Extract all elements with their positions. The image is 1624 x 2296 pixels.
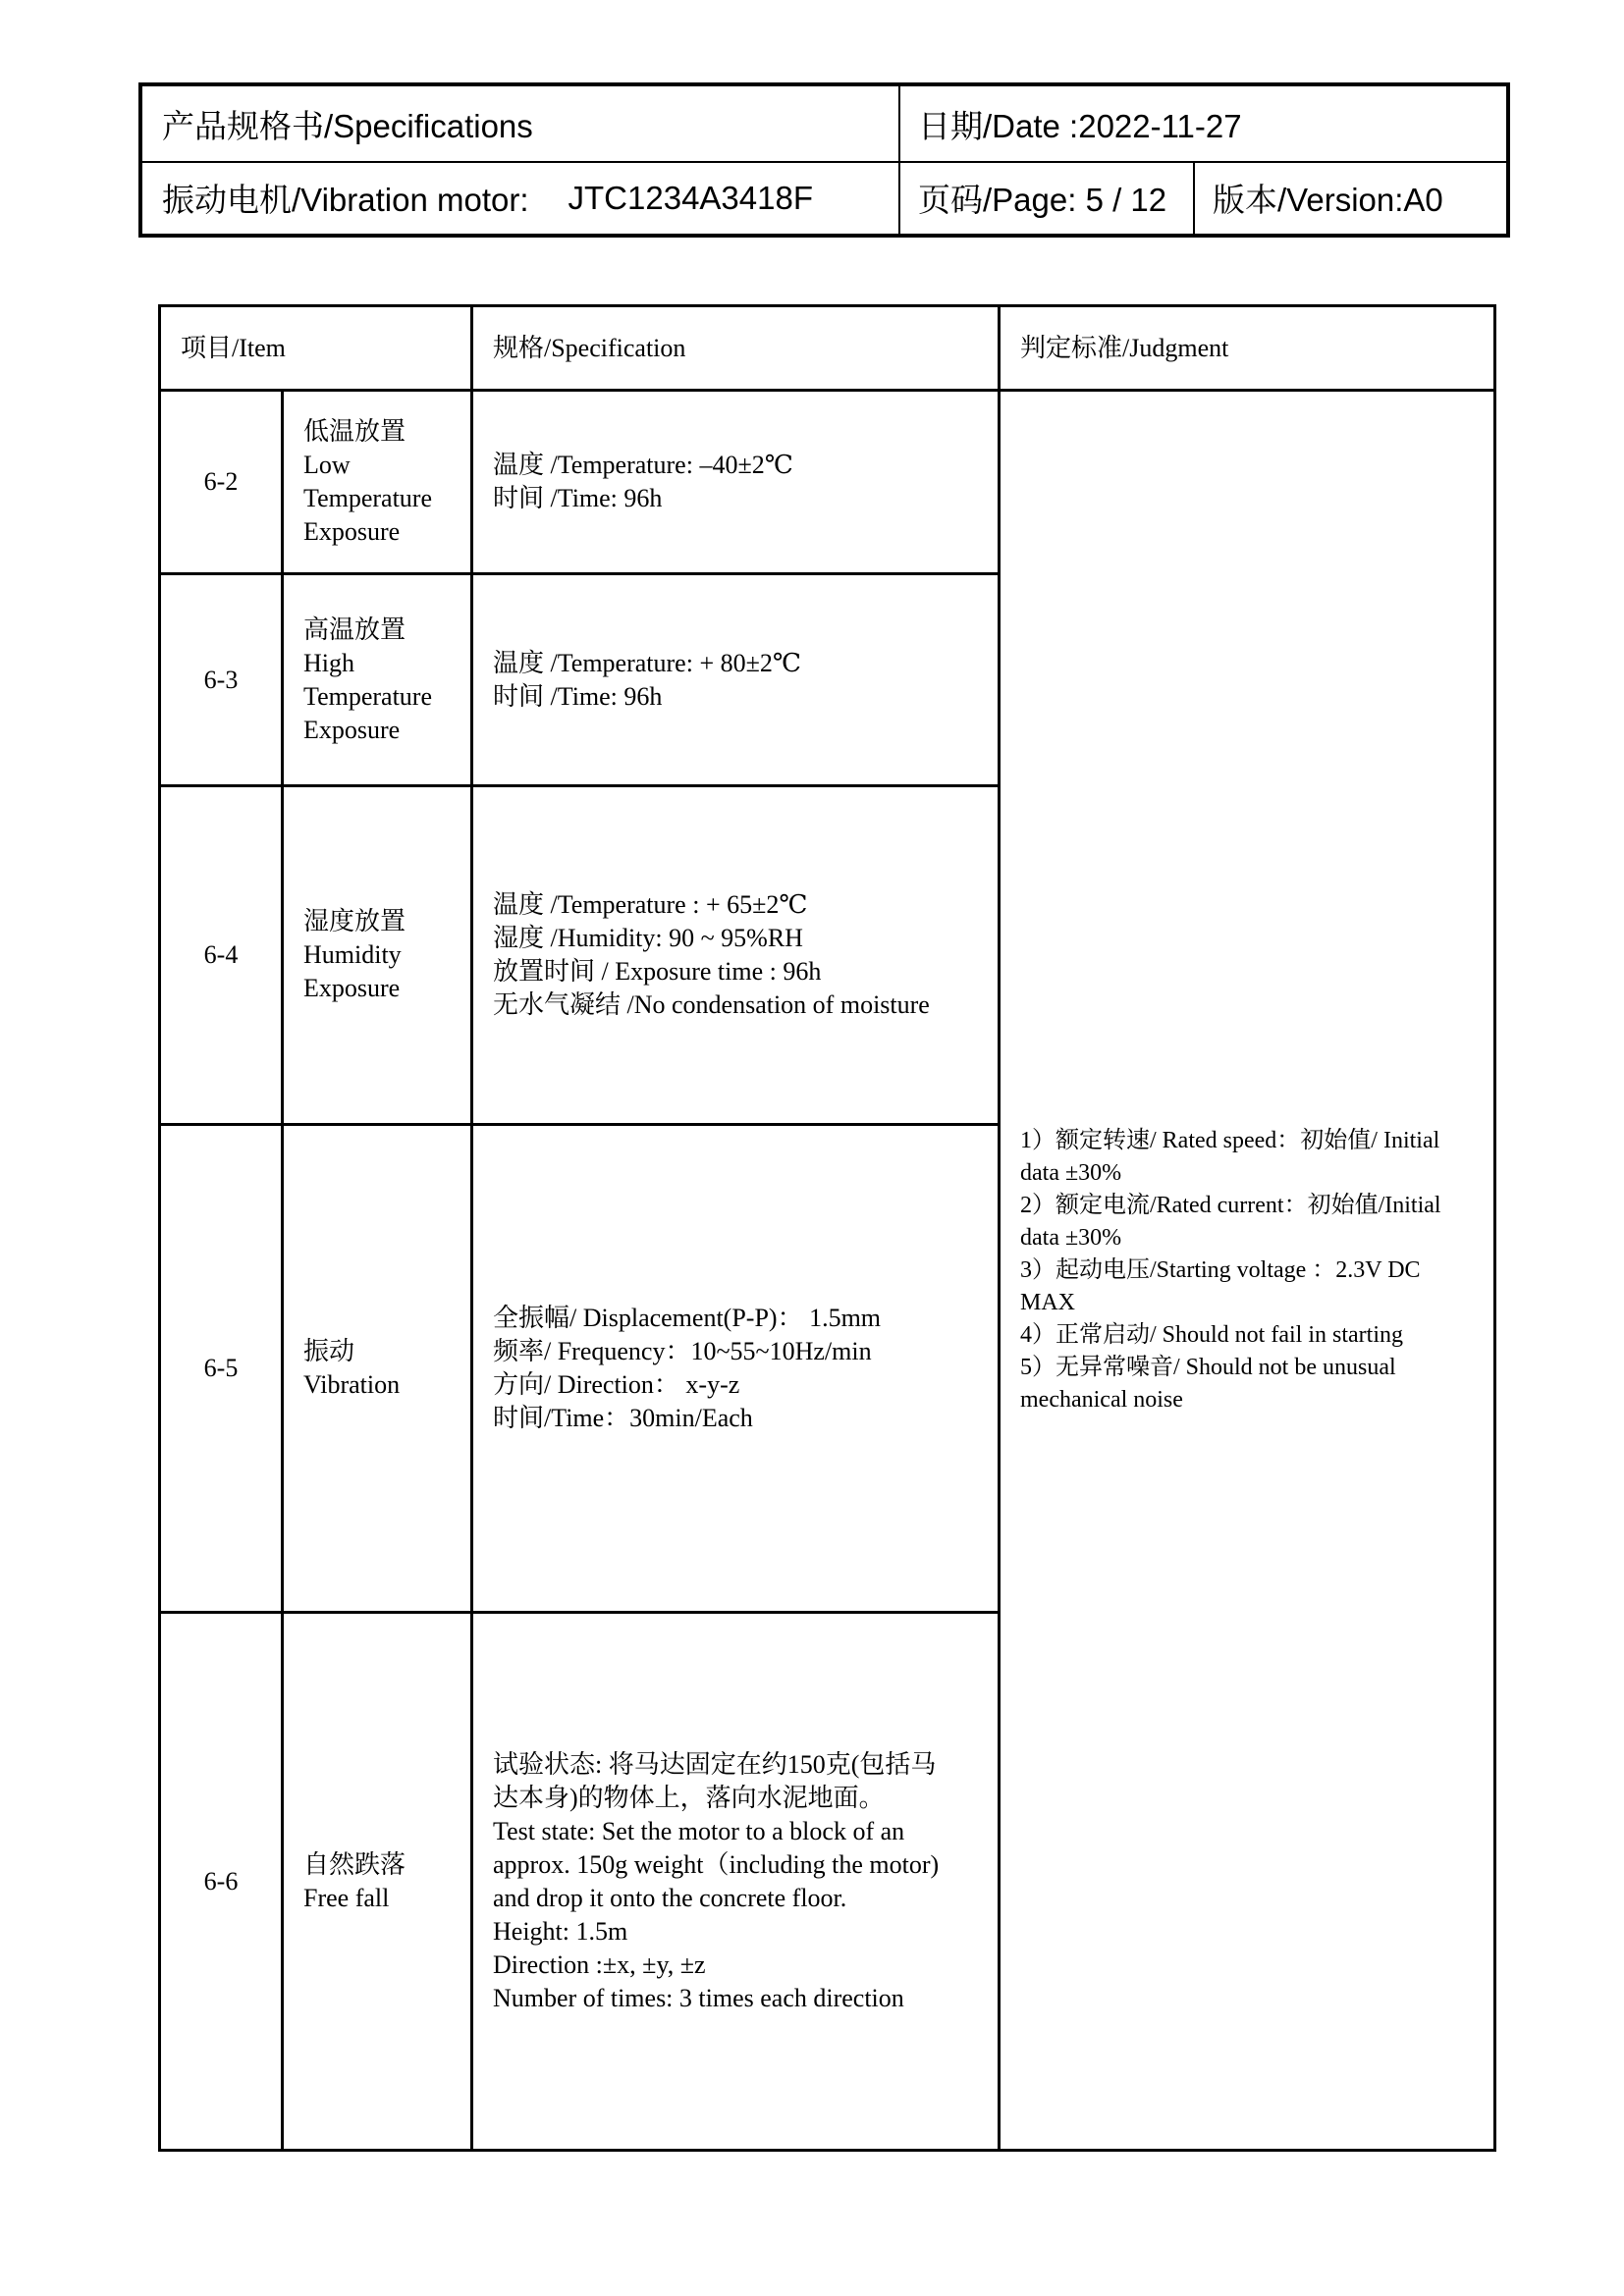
- document-title: 产品规格书/Specifications: [162, 107, 533, 144]
- page-number: 页码/Page: 5 / 12: [918, 182, 1167, 218]
- judgment-line: 3）起动电压/Starting voltage ：2.3V DC: [1020, 1256, 1421, 1283]
- item-name: 低温放置 Low Temperature Exposure: [283, 391, 472, 574]
- item-specification: 温度 /Temperature : + 65±2℃ 湿度 /Humidity: 90 ~ 95%RH 放置时间 / Exposure time : 96h 无水气凝结 /No condensation of moisture: [472, 786, 1000, 1125]
- judgment-line: 1）额定转速/ Rated speed：初始值/ Initial: [1020, 1127, 1440, 1153]
- item-number: 6-2: [160, 391, 283, 574]
- item-specification: 试验状态: 将马达固定在约150克(包括马 达本身)的物体上，落向水泥地面。 Test state: Set the motor to a block of an approx. 150g weight（including the motor) and drop it onto the concrete floor. Height: 1.5m Direction :±x, ±y, ±z Number of times: 3 times each direction: [472, 1613, 1000, 2151]
- table-header-row: [160, 306, 1495, 391]
- item-name: 自然跌落 Free fall: [283, 1613, 472, 2151]
- judgment-line: MAX: [1020, 1289, 1076, 1315]
- judgment-criteria: [1000, 391, 1495, 2151]
- header-specification: 规格/Specification: [472, 306, 1000, 391]
- document-version: 版本/Version:A0: [1213, 182, 1443, 218]
- item-specification: 全振幅/ Displacement(P-P)： 1.5mm 频率/ Frequency：10~55~10Hz/min 方向/ Direction： x-y-z 时间/Time：30min/Each: [472, 1125, 1000, 1613]
- item-number: 6-6: [160, 1613, 283, 2151]
- judgment-line: data ±30%: [1020, 1224, 1122, 1251]
- item-number: 6-5: [160, 1125, 283, 1613]
- item-name: 湿度放置 Humidity Exposure: [283, 786, 472, 1125]
- document-date: 日期/Date :2022-11-27: [918, 107, 1242, 144]
- item-specification: 温度 /Temperature: + 80±2℃ 时间 /Time: 96h: [472, 574, 1000, 786]
- item-name: 高温放置 High Temperature Exposure: [283, 574, 472, 786]
- document-header: [138, 82, 1510, 238]
- product-label: 振动电机/Vibration motor:: [162, 182, 529, 218]
- header-item: 项目/Item: [160, 306, 472, 391]
- item-number: 6-4: [160, 786, 283, 1125]
- judgment-line: mechanical noise: [1020, 1386, 1183, 1413]
- product-line: [142, 161, 898, 235]
- item-name: 振动 Vibration: [283, 1125, 472, 1613]
- judgment-line: data ±30%: [1020, 1159, 1122, 1186]
- item-specification: 温度 /Temperature: –40±2℃ 时间 /Time: 96h: [472, 391, 1000, 574]
- item-number: 6-3: [160, 574, 283, 786]
- judgment-line: 5）无异常噪音/ Should not be unusual: [1020, 1354, 1396, 1380]
- specification-table: [158, 304, 1496, 2152]
- product-model: JTC1234A3418F: [568, 179, 813, 216]
- header-judgment: 判定标准/Judgment: [1000, 306, 1495, 391]
- judgment-line: 2）额定电流/Rated current：初始值/Initial: [1020, 1192, 1441, 1218]
- table-row: [160, 391, 1495, 574]
- judgment-line: 4）正常启动/ Should not fail in starting: [1020, 1321, 1403, 1348]
